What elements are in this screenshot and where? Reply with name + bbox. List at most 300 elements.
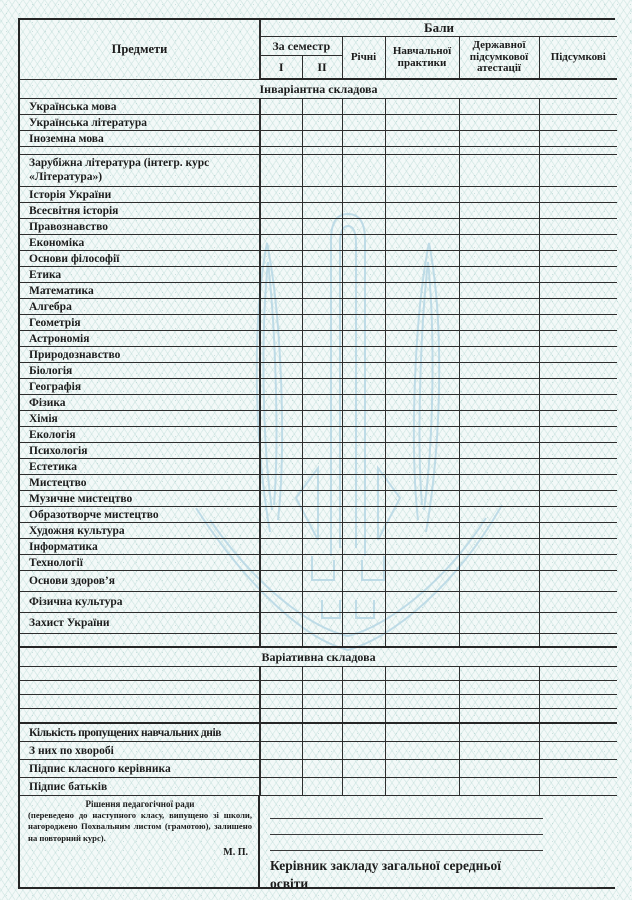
- grade-cell: [342, 235, 385, 251]
- header-cell-practice: Навчальної практики: [385, 37, 459, 80]
- subject-cell: Українська мова: [20, 99, 260, 115]
- grade-cell: [459, 347, 539, 363]
- grade-cell: [342, 634, 385, 648]
- grade-cell: [539, 723, 617, 742]
- grade-cell: [539, 681, 617, 695]
- grade-cell: [385, 681, 459, 695]
- grade-cell: [459, 634, 539, 648]
- grade-cell: [260, 667, 302, 681]
- subject-cell: Іноземна мова: [20, 131, 260, 147]
- subject-cell: Історія України: [20, 187, 260, 203]
- grade-cell: [302, 131, 342, 147]
- subject-cell: Економіка: [20, 235, 260, 251]
- subject-cell: Хімія: [20, 411, 260, 427]
- note-body: (переведено до наступного класу, випущено зі школи, нагороджено Похвальним листом (грамотою), залишено на повторний курс).: [28, 810, 252, 843]
- grade-cell: [385, 443, 459, 459]
- grade-cell: [342, 267, 385, 283]
- grade-cell: [385, 459, 459, 475]
- grade-cell: [539, 778, 617, 796]
- head-of-school-caption: Керівник закладу загальної середньої освіти: [270, 858, 502, 892]
- grade-cell: [459, 363, 539, 379]
- grade-cell: [342, 411, 385, 427]
- grade-cell: [260, 331, 302, 347]
- subject-row: [20, 267, 617, 283]
- grade-cell: [342, 251, 385, 267]
- grade-cell: [260, 555, 302, 571]
- grade-cell: [385, 491, 459, 507]
- grade-cell: [302, 571, 342, 592]
- subject-cell: Всесвітня історія: [20, 203, 260, 219]
- grade-cell: [385, 695, 459, 709]
- grade-cell: [302, 459, 342, 475]
- grade-cell: [459, 155, 539, 187]
- grade-cell: [385, 667, 459, 681]
- seal-label: М. П.: [223, 847, 248, 859]
- grade-cell: [539, 347, 617, 363]
- subject-cell: Мистецтво: [20, 475, 260, 491]
- grade-cell: [385, 131, 459, 147]
- subject-cell: Біологія: [20, 363, 260, 379]
- subject-cell: Захист України: [20, 613, 260, 634]
- grade-cell: [302, 219, 342, 235]
- grade-cell: [260, 778, 302, 796]
- grade-cell: [342, 709, 385, 724]
- grade-cell: [459, 427, 539, 443]
- grade-cell: [539, 443, 617, 459]
- grade-cell: [539, 147, 617, 155]
- head-signature-line: [519, 886, 597, 888]
- subject-cell: З них по хворобі: [20, 742, 260, 760]
- grade-cell: [539, 187, 617, 203]
- grade-cell: [260, 155, 302, 187]
- subject-row: [20, 155, 617, 187]
- grade-cell: [459, 742, 539, 760]
- subject-row: [20, 571, 617, 592]
- grade-cell: [385, 742, 459, 760]
- signature-line: [270, 803, 543, 819]
- grade-cell: [385, 571, 459, 592]
- subject-cell: Математика: [20, 283, 260, 299]
- subject-row: [20, 411, 617, 427]
- grade-cell: [539, 459, 617, 475]
- grade-cell: [385, 203, 459, 219]
- grade-cell: [302, 723, 342, 742]
- note-title: Рішення педагогічної ради: [85, 799, 195, 809]
- grade-cell: [459, 115, 539, 131]
- subject-cell: Художня культура: [20, 523, 260, 539]
- grade-cell: [342, 99, 385, 115]
- grade-cell: [385, 115, 459, 131]
- header-cell-final: Підсумкові: [539, 37, 617, 80]
- grade-cell: [459, 555, 539, 571]
- grade-cell: [342, 363, 385, 379]
- grade-cell: [260, 613, 302, 634]
- grade-cell: [539, 155, 617, 187]
- grade-cell: [342, 203, 385, 219]
- grade-cell: [342, 315, 385, 331]
- grade-cell: [342, 778, 385, 796]
- grade-cell: [302, 331, 342, 347]
- grade-cell: [385, 475, 459, 491]
- subject-cell: [20, 695, 260, 709]
- subject-cell: Музичне мистецтво: [20, 491, 260, 507]
- grade-cell: [459, 147, 539, 155]
- grade-cell: [539, 331, 617, 347]
- grade-cell: [260, 571, 302, 592]
- subject-cell: Географія: [20, 379, 260, 395]
- grade-cell: [539, 235, 617, 251]
- grade-cell: [342, 695, 385, 709]
- subject-cell: Основи філософії: [20, 251, 260, 267]
- grade-cell: [342, 115, 385, 131]
- subject-row: [20, 115, 617, 131]
- grade-cell: [539, 539, 617, 555]
- header-cell-semester-2: II: [302, 56, 342, 80]
- subject-cell: Образотворче мистецтво: [20, 507, 260, 523]
- grade-cell: [302, 760, 342, 778]
- subject-cell: [20, 147, 260, 155]
- grade-cell: [302, 681, 342, 695]
- grade-cell: [342, 347, 385, 363]
- header-cell-yearly: Річні: [342, 37, 385, 80]
- subject-cell: Екологія: [20, 427, 260, 443]
- grade-cell: [342, 131, 385, 147]
- grade-cell: [459, 187, 539, 203]
- section-row: [20, 79, 617, 99]
- grade-cell: [342, 155, 385, 187]
- grade-cell: [539, 742, 617, 760]
- grade-cell: [342, 283, 385, 299]
- grade-cell: [260, 251, 302, 267]
- grade-cell: [342, 681, 385, 695]
- header-cell-bali: Бали: [260, 20, 617, 37]
- grade-cell: [385, 592, 459, 613]
- grade-cell: [385, 379, 459, 395]
- grade-cell: [302, 155, 342, 187]
- section-title: Варіативна складова: [20, 647, 617, 667]
- grade-cell: [260, 539, 302, 555]
- grade-cell: [260, 411, 302, 427]
- grade-cell: [385, 395, 459, 411]
- subject-row: [20, 634, 617, 648]
- grade-cell: [342, 475, 385, 491]
- header-cell-state-exam: Державної підсумкової атестації: [459, 37, 539, 80]
- grade-cell: [260, 709, 302, 724]
- grade-cell: [302, 539, 342, 555]
- grade-cell: [302, 634, 342, 648]
- grade-cell: [385, 347, 459, 363]
- grade-cell: [539, 203, 617, 219]
- grade-cell: [260, 187, 302, 203]
- subject-cell: Українська література: [20, 115, 260, 131]
- grade-cell: [539, 315, 617, 331]
- grade-cell: [260, 395, 302, 411]
- grade-cell: [385, 235, 459, 251]
- grade-cell: [539, 299, 617, 315]
- grade-cell: [260, 235, 302, 251]
- grade-cell: [302, 203, 342, 219]
- subject-cell: Технології: [20, 555, 260, 571]
- grade-cell: [302, 283, 342, 299]
- subject-row: [20, 592, 617, 613]
- grade-cell: [342, 742, 385, 760]
- grade-cell: [342, 187, 385, 203]
- grade-cell: [385, 155, 459, 187]
- grade-cell: [342, 491, 385, 507]
- grade-cell: [260, 523, 302, 539]
- grade-cell: [302, 613, 342, 634]
- subject-cell: Астрономія: [20, 331, 260, 347]
- subject-row: [20, 283, 617, 299]
- grade-cell: [385, 315, 459, 331]
- subject-cell: Психологія: [20, 443, 260, 459]
- subject-row: [20, 695, 617, 709]
- grade-cell: [539, 251, 617, 267]
- section-title: Інваріантна складова: [20, 79, 617, 99]
- grade-cell: [539, 634, 617, 648]
- grade-cell: [539, 613, 617, 634]
- grade-cell: [459, 267, 539, 283]
- grade-cell: [260, 507, 302, 523]
- bottom-block: [20, 796, 615, 892]
- grade-cell: [385, 147, 459, 155]
- subject-row: [20, 235, 617, 251]
- grade-cell: [260, 695, 302, 709]
- grade-cell: [459, 251, 539, 267]
- grade-cell: [385, 723, 459, 742]
- subject-cell: Фізична культура: [20, 592, 260, 613]
- grade-cell: [385, 299, 459, 315]
- subject-cell: Алгебра: [20, 299, 260, 315]
- grade-cell: [385, 99, 459, 115]
- grade-cell: [260, 267, 302, 283]
- grade-cell: [459, 778, 539, 796]
- grade-cell: [260, 634, 302, 648]
- grade-cell: [539, 363, 617, 379]
- grade-cell: [459, 613, 539, 634]
- grade-cell: [342, 667, 385, 681]
- grade-cell: [342, 443, 385, 459]
- grade-cell: [539, 760, 617, 778]
- subject-row: [20, 347, 617, 363]
- subject-row: [20, 539, 617, 555]
- subject-row: [20, 427, 617, 443]
- grade-cell: [385, 411, 459, 427]
- subject-cell: Кількість пропущених навчальних днів: [20, 723, 260, 742]
- grade-cell: [539, 523, 617, 539]
- grade-cell: [539, 475, 617, 491]
- grade-cell: [302, 187, 342, 203]
- subject-row: [20, 99, 617, 115]
- subject-cell: [20, 681, 260, 695]
- grade-cell: [342, 539, 385, 555]
- grade-cell: [459, 723, 539, 742]
- grade-cell: [539, 695, 617, 709]
- subject-cell: Зарубіжна література (інтегр. курс «Література»): [20, 155, 260, 187]
- grade-cell: [260, 347, 302, 363]
- grade-cell: [385, 363, 459, 379]
- subject-row: [20, 681, 617, 695]
- grade-cell: [385, 555, 459, 571]
- subject-row: [20, 315, 617, 331]
- grade-cell: [302, 592, 342, 613]
- grades-table: [20, 20, 617, 796]
- subject-row: [20, 459, 617, 475]
- grade-cell: [385, 634, 459, 648]
- grade-cell: [459, 331, 539, 347]
- grade-cell: [539, 667, 617, 681]
- grade-cell: [302, 299, 342, 315]
- grade-cell: [302, 507, 342, 523]
- grade-cell: [260, 443, 302, 459]
- grade-cell: [302, 315, 342, 331]
- grade-cell: [302, 742, 342, 760]
- grade-cell: [302, 267, 342, 283]
- subject-row: [20, 363, 617, 379]
- grade-cell: [342, 379, 385, 395]
- grade-cell: [459, 379, 539, 395]
- grade-cell: [302, 695, 342, 709]
- grade-cell: [260, 315, 302, 331]
- grade-cell: [260, 219, 302, 235]
- subject-cell: Правознавство: [20, 219, 260, 235]
- grade-cell: [342, 299, 385, 315]
- grade-cell: [459, 235, 539, 251]
- grade-cell: [459, 667, 539, 681]
- grade-cell: [459, 411, 539, 427]
- header-cell-semester: За семестр: [260, 37, 342, 56]
- grade-cell: [260, 283, 302, 299]
- grade-cell: [302, 709, 342, 724]
- summary-row: [20, 742, 617, 760]
- grade-cell: [260, 681, 302, 695]
- grade-cell: [539, 709, 617, 724]
- grade-cell: [539, 283, 617, 299]
- grade-cell: [459, 539, 539, 555]
- grade-cell: [459, 592, 539, 613]
- grade-cell: [385, 267, 459, 283]
- grade-cell: [459, 507, 539, 523]
- grade-cell: [302, 778, 342, 796]
- grade-cell: [385, 219, 459, 235]
- grade-cell: [459, 760, 539, 778]
- grade-cell: [260, 760, 302, 778]
- grade-cell: [459, 395, 539, 411]
- grade-cell: [385, 523, 459, 539]
- grade-cell: [385, 331, 459, 347]
- grade-cell: [260, 203, 302, 219]
- subject-cell: Інформатика: [20, 539, 260, 555]
- grade-cell: [302, 411, 342, 427]
- subject-row: [20, 395, 617, 411]
- table-sheet: [18, 18, 615, 892]
- grade-cell: [459, 131, 539, 147]
- grade-cell: [342, 613, 385, 634]
- grade-cell: [539, 395, 617, 411]
- subject-cell: Основи здоров’я: [20, 571, 260, 592]
- subject-row: [20, 709, 617, 724]
- grade-cell: [539, 99, 617, 115]
- subject-cell: Природознавство: [20, 347, 260, 363]
- grade-cell: [459, 523, 539, 539]
- grade-cell: [342, 147, 385, 155]
- subject-row: [20, 491, 617, 507]
- grade-cell: [385, 251, 459, 267]
- grade-cell: [539, 507, 617, 523]
- grade-cell: [459, 475, 539, 491]
- signature-line: [270, 819, 543, 835]
- grade-cell: [459, 283, 539, 299]
- grade-cell: [302, 147, 342, 155]
- subject-row: [20, 475, 617, 491]
- subject-cell: [20, 709, 260, 724]
- grade-cell: [342, 723, 385, 742]
- subject-row: [20, 331, 617, 347]
- subject-row: [20, 613, 617, 634]
- grade-cell: [260, 723, 302, 742]
- summary-row: [20, 723, 617, 742]
- subject-row: [20, 219, 617, 235]
- grade-cell: [260, 459, 302, 475]
- grade-cell: [260, 115, 302, 131]
- grade-cell: [342, 219, 385, 235]
- grade-cell: [539, 267, 617, 283]
- grade-cell: [342, 592, 385, 613]
- grade-cell: [342, 507, 385, 523]
- grade-cell: [539, 427, 617, 443]
- grade-cell: [539, 131, 617, 147]
- subject-cell: Фізика: [20, 395, 260, 411]
- signature-lines: [270, 803, 603, 851]
- grade-cell: [302, 251, 342, 267]
- grade-cell: [385, 187, 459, 203]
- subject-row: [20, 251, 617, 267]
- grade-cell: [302, 667, 342, 681]
- subject-row: [20, 203, 617, 219]
- subject-row: [20, 507, 617, 523]
- grade-cell: [302, 235, 342, 251]
- header-cell-semester-1: I: [260, 56, 302, 80]
- grade-cell: [260, 147, 302, 155]
- grade-cell: [302, 475, 342, 491]
- subject-row: [20, 523, 617, 539]
- grade-cell: [459, 491, 539, 507]
- grade-cell: [302, 491, 342, 507]
- grade-cell: [539, 555, 617, 571]
- grade-cell: [459, 459, 539, 475]
- grade-cell: [385, 427, 459, 443]
- grade-cell: [459, 203, 539, 219]
- subject-cell: Підпис класного керівника: [20, 760, 260, 778]
- subject-row: [20, 667, 617, 681]
- grade-cell: [385, 613, 459, 634]
- subject-cell: [20, 634, 260, 648]
- grade-cell: [459, 709, 539, 724]
- grade-cell: [342, 571, 385, 592]
- section-row: [20, 647, 617, 667]
- grade-cell: [260, 99, 302, 115]
- grade-cell: [302, 379, 342, 395]
- grade-cell: [302, 115, 342, 131]
- grade-cell: [539, 115, 617, 131]
- grade-cell: [459, 571, 539, 592]
- grade-cell: [302, 347, 342, 363]
- grade-cell: [459, 695, 539, 709]
- grade-cell: [385, 760, 459, 778]
- grade-cell: [260, 299, 302, 315]
- subject-row: [20, 131, 617, 147]
- grade-cell: [302, 523, 342, 539]
